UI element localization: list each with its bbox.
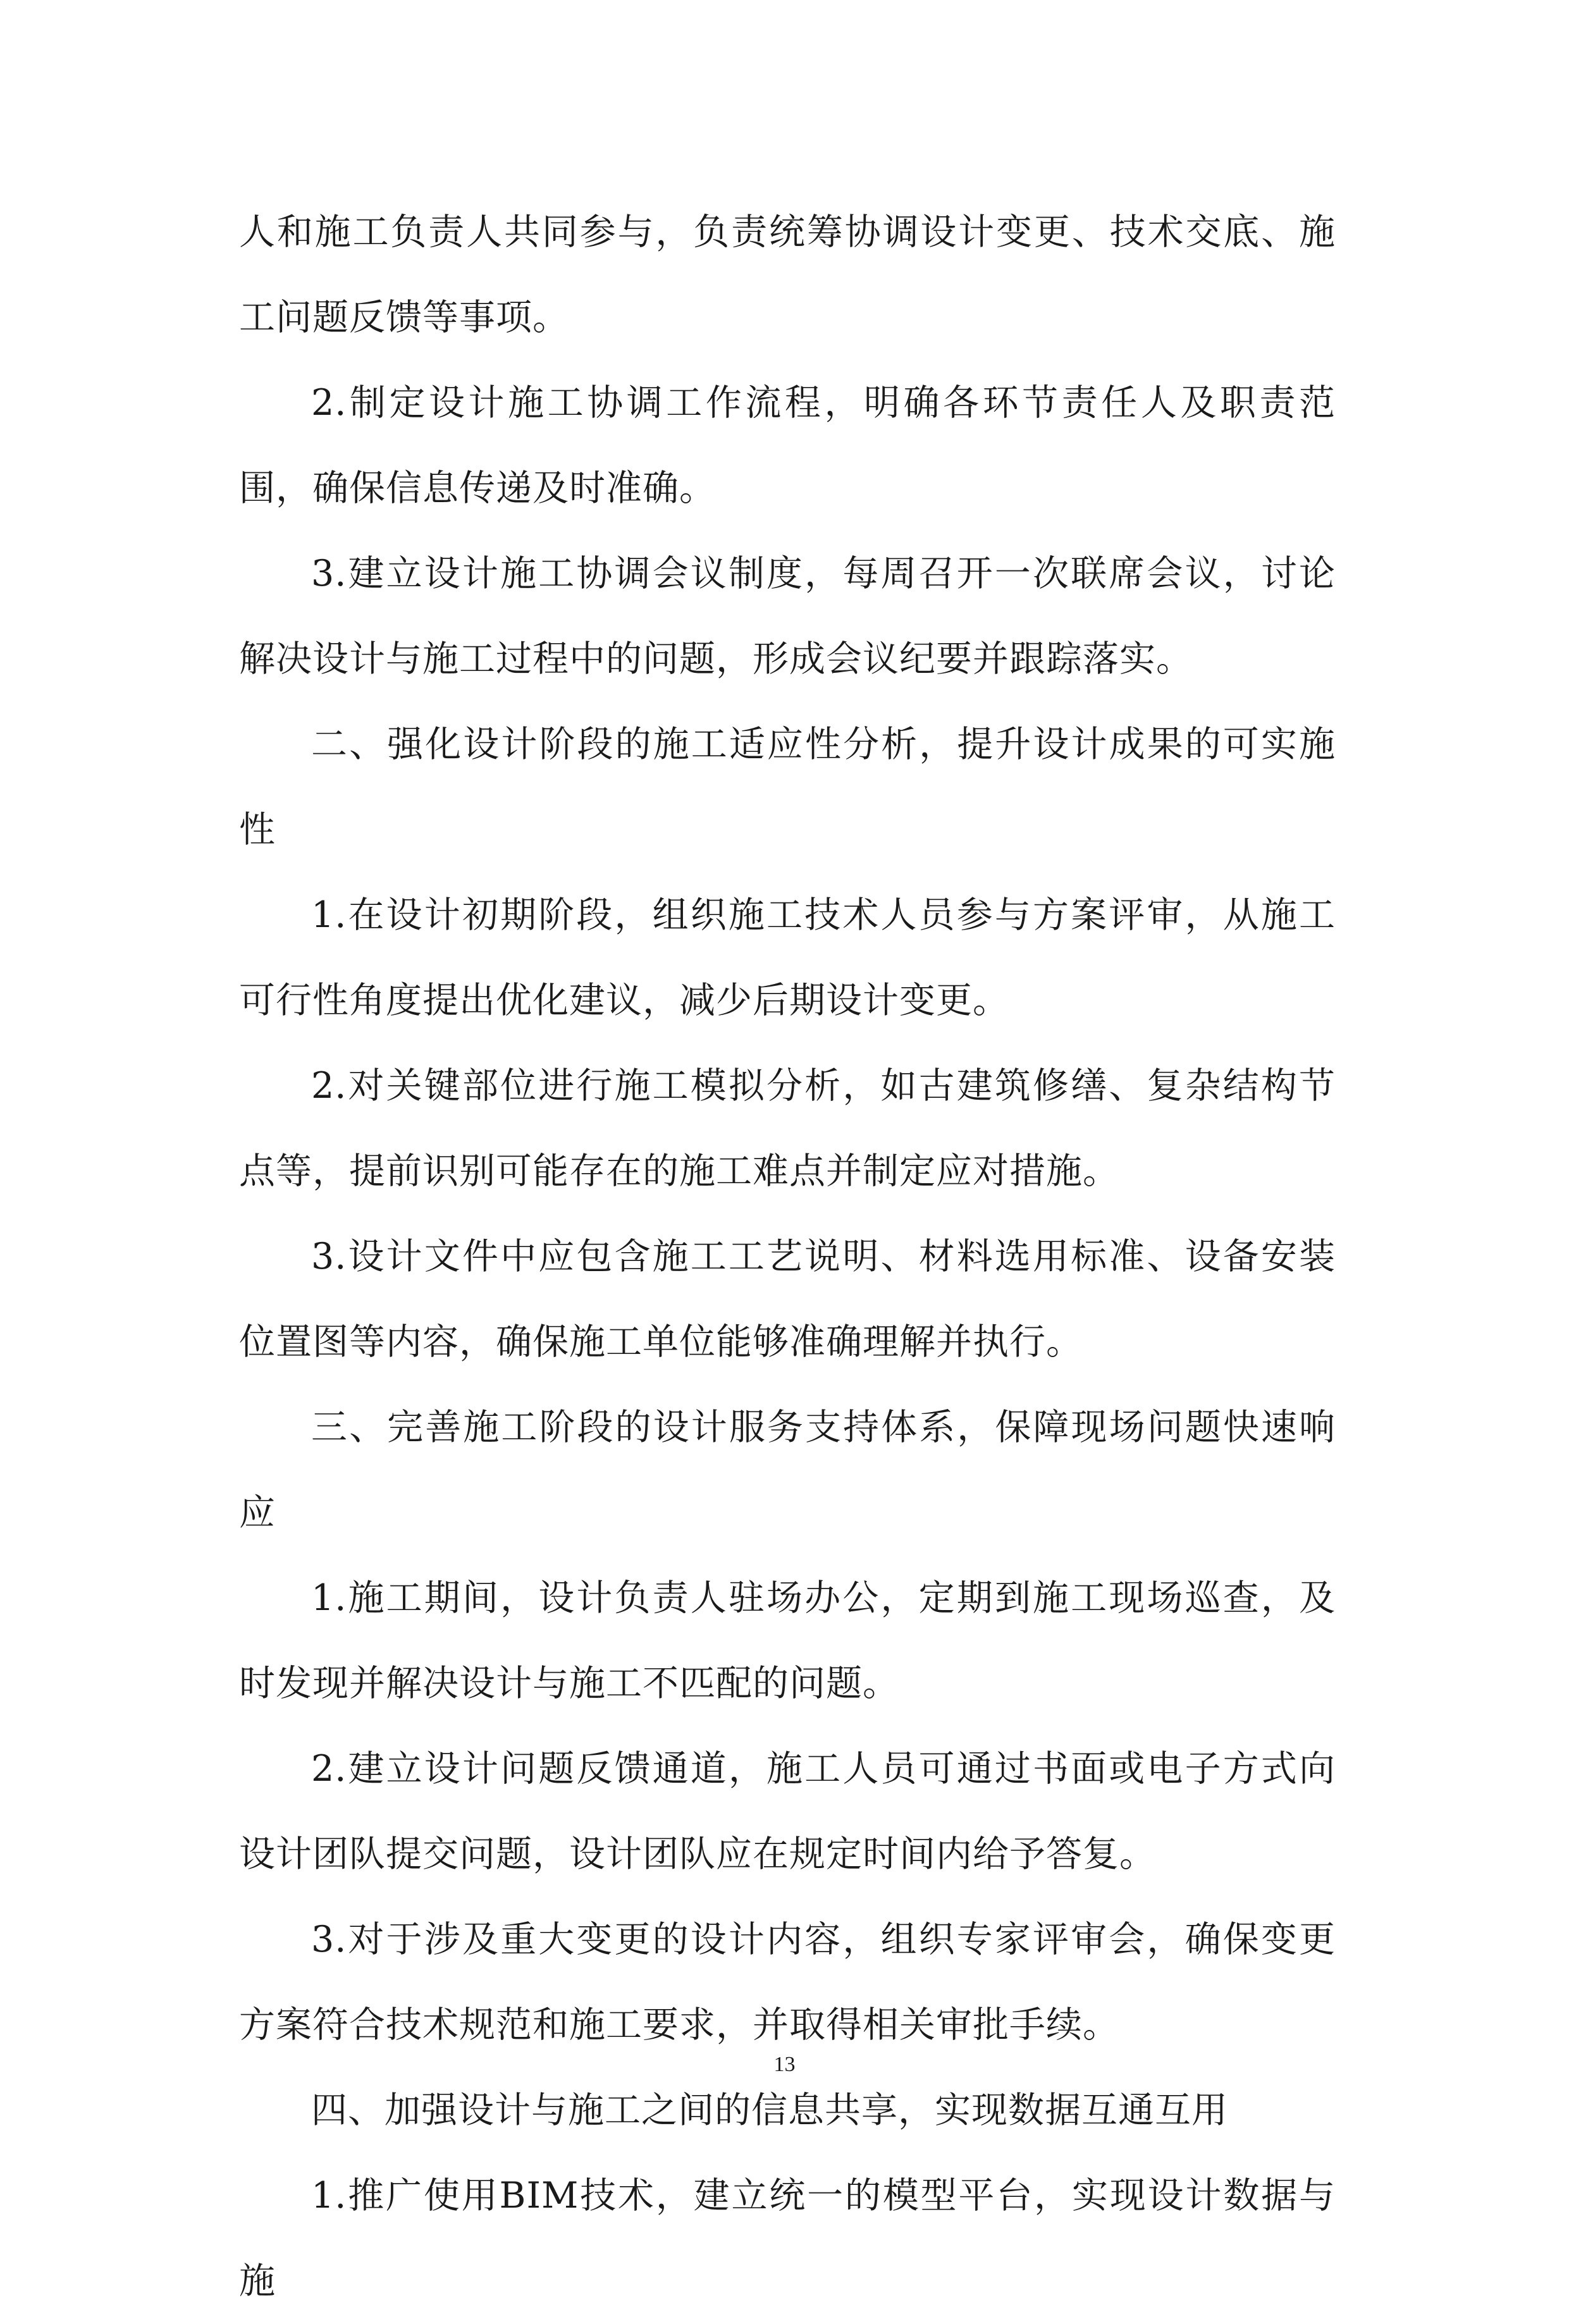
paragraph-continuation: 人和施工负责人共同参与，负责统筹协调设计变更、技术交底、施工问题反馈等事项。: [239, 211, 1336, 338]
page-number: 13: [773, 2053, 796, 2076]
section-heading: 三、完善施工阶段的设计服务支持体系，保障现场问题快速响应: [239, 1406, 1336, 1534]
paragraph-item: 2.建立设计问题反馈通道，施工人员可通过书面或电子方式向设计团队提交问题，设计团队应在规定时间内给予答复。: [239, 1748, 1336, 1875]
section-heading: 二、强化设计阶段的施工适应性分析，提升设计成果的可实施性: [239, 723, 1336, 851]
paragraph-item: 1.施工期间，设计负责人驻场办公，定期到施工现场巡查，及时发现并解决设计与施工不匹配的问题。: [239, 1577, 1336, 1704]
paragraph-item: 3.建立设计施工协调会议制度，每周召开一次联席会议，讨论解决设计与施工过程中的问题，形成会议纪要并跟踪落实。: [239, 553, 1336, 680]
paragraph-item: 1.推广使用BIM技术，建立统一的模型平台，实现设计数据与施: [239, 2175, 1336, 2302]
section-heading: 四、加强设计与施工之间的信息共享，实现数据互通互用: [311, 2089, 1228, 2131]
paragraph-item: 1.在设计初期阶段，组织施工技术人员参与方案评审，从施工可行性角度提出优化建议，减少后期设计变更。: [239, 894, 1336, 1021]
paragraph-item: 2.对关键部位进行施工模拟分析，如古建筑修缮、复杂结构节点等，提前识别可能存在的施工难点并制定应对措施。: [239, 1065, 1336, 1192]
paragraph-item: 3.对于涉及重大变更的设计内容，组织专家评审会，确保变更方案符合技术规范和施工要求，并取得相关审批手续。: [239, 1919, 1336, 2046]
paragraph-item: 3.设计文件中应包含施工工艺说明、材料选用标准、设备安装位置图等内容，确保施工单位能够准确理解并执行。: [239, 1236, 1336, 1363]
document-body: [239, 190, 1336, 2324]
paragraph-item: 2.制定设计施工协调工作流程，明确各环节责任人及职责范围，确保信息传递及时准确。: [239, 382, 1336, 509]
